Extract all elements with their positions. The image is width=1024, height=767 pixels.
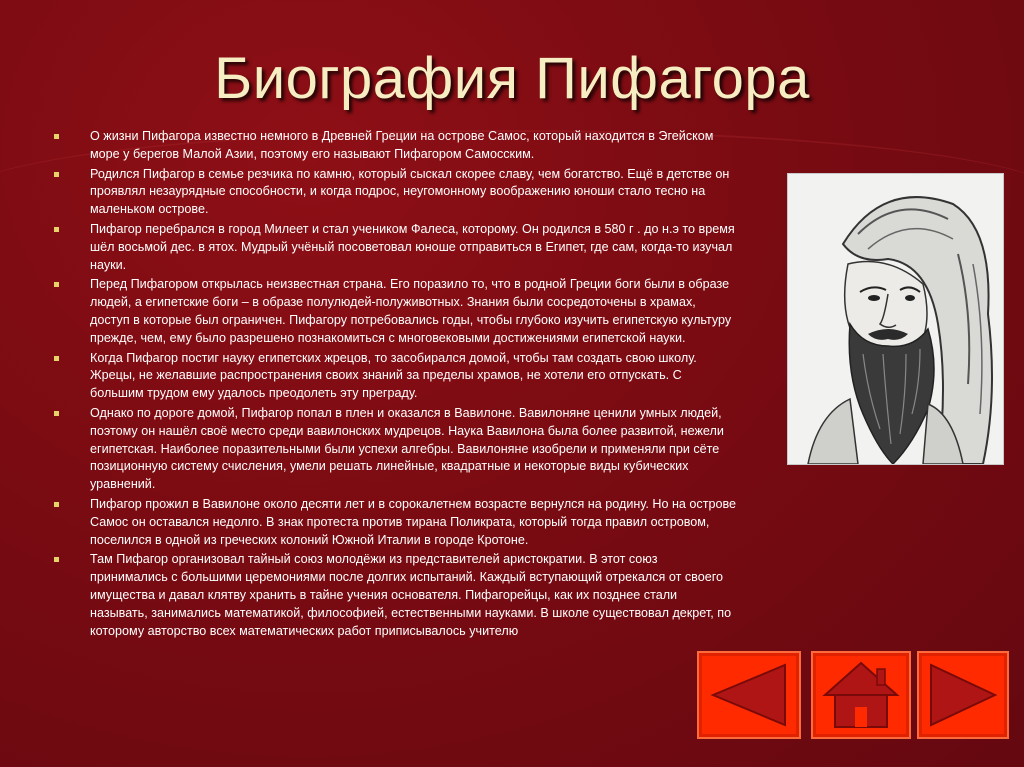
triangle-right-icon xyxy=(931,665,995,725)
biography-list xyxy=(54,128,738,642)
slide-title: Биография Пифагора xyxy=(214,46,810,111)
list-item xyxy=(54,496,738,549)
square-bullet-icon xyxy=(54,411,59,416)
square-bullet-icon xyxy=(54,172,59,177)
list-item xyxy=(54,276,738,347)
paragraph-text: Перед Пифагором открылась неизвестная страна. Его поразило то, что в родной Греции боги были в образе людей, а египетские боги – в образе полулюдей-полуживотных. Знания были сосредоточены в храмах, доступ в которые был ограничен. Пифагору потребовались годы, чтобы глубоко изучить египетскую культуру прежде, чем, ему было разрешено познакомиться с многовековыми достижениями египетской науки. xyxy=(90,277,732,345)
paragraph-text: Пифагор перебрался в город Милеет и стал учеником Фалеса, которому. Он родился в 580 г . до н.э то время шёл восьмой дес. в ятох. Мудрый учёный посоветовал юноше отправиться в Египет, где сам, когда-то изучал науки. xyxy=(90,221,735,272)
paragraph-text: Там Пифагор организовал тайный союз молодёжи из представителей аристократии. В этот союз принимались с большими церемониями после долгих испытаний. Каждый вступающий отрекался от своего имущества и давал клятву хранить в тайне учения основателя. Пифагорейцы, как их позднее стали называть, занимались математикой, философией, естественными науками. В школе существовал декрет, по которому авторство всех математических работ приписывалось учителю xyxy=(90,552,732,638)
pythagoras-portrait xyxy=(787,173,1004,465)
square-bullet-icon xyxy=(54,356,59,361)
paragraph-text: Родился Пифагор в семье резчика по камню, который сыскал скорее славу, чем богатство. Ещё в детстве он проявлял незаурядные способности, и когда подрос, неугомонному воображению юноши стало тесно на маленьком острове. xyxy=(90,166,730,217)
list-item xyxy=(54,350,738,403)
list-item xyxy=(54,221,738,274)
square-bullet-icon xyxy=(54,282,59,287)
previous-slide-button[interactable] xyxy=(697,651,801,739)
paragraph-text: Когда Пифагор постиг науку египетских жрецов, то засобирался домой, чтобы там создать свою школу. Жрецы, не желавшие распространения своих знаний за пределы храмов, не хотели его отпускать. С большим трудом ему удалось преодолеть эту преграду. xyxy=(90,350,697,401)
square-bullet-icon xyxy=(54,134,59,139)
paragraph-text: О жизни Пифагора известно немного в Древней Греции на острове Самос, который находится в Эгейском море у берегов Малой Азии, поэтому его называют Пифагором Самосским. xyxy=(90,129,714,161)
list-item xyxy=(54,128,738,164)
paragraph-text: Однако по дороге домой, Пифагор попал в плен и оказался в Вавилоне. Вавилоняне ценили умных людей, поэтому он нашёл своё место среди вавилонских мудрецов. Наука Вавилона была более развитой, нежели египетская. Наиболее поразительными были успехи алгебры. Вавилоняне изобрели и применяли при сёте позиционную систему счисления, умели решать линейные, квадратные и некоторые виды кубических уравнений. xyxy=(90,405,724,492)
list-item xyxy=(54,405,738,494)
triangle-left-icon xyxy=(713,665,785,725)
list-item xyxy=(54,551,738,640)
square-bullet-icon xyxy=(54,227,59,232)
house-icon xyxy=(825,663,897,727)
list-item xyxy=(54,166,738,219)
paragraph-text: Пифагор прожил в Вавилоне около десяти лет и в сорокалетнем возрасте вернулся на родину. Но на острове Самос он оставался недолго. В знак протеста против тирана Поликрата, который тогда правил островом, поселился в одной из греческих колоний Южной Италии в городе Кротоне. xyxy=(90,496,737,547)
square-bullet-icon xyxy=(54,557,59,562)
next-slide-button[interactable] xyxy=(917,651,1009,739)
home-button[interactable] xyxy=(811,651,911,739)
square-bullet-icon xyxy=(54,502,59,507)
